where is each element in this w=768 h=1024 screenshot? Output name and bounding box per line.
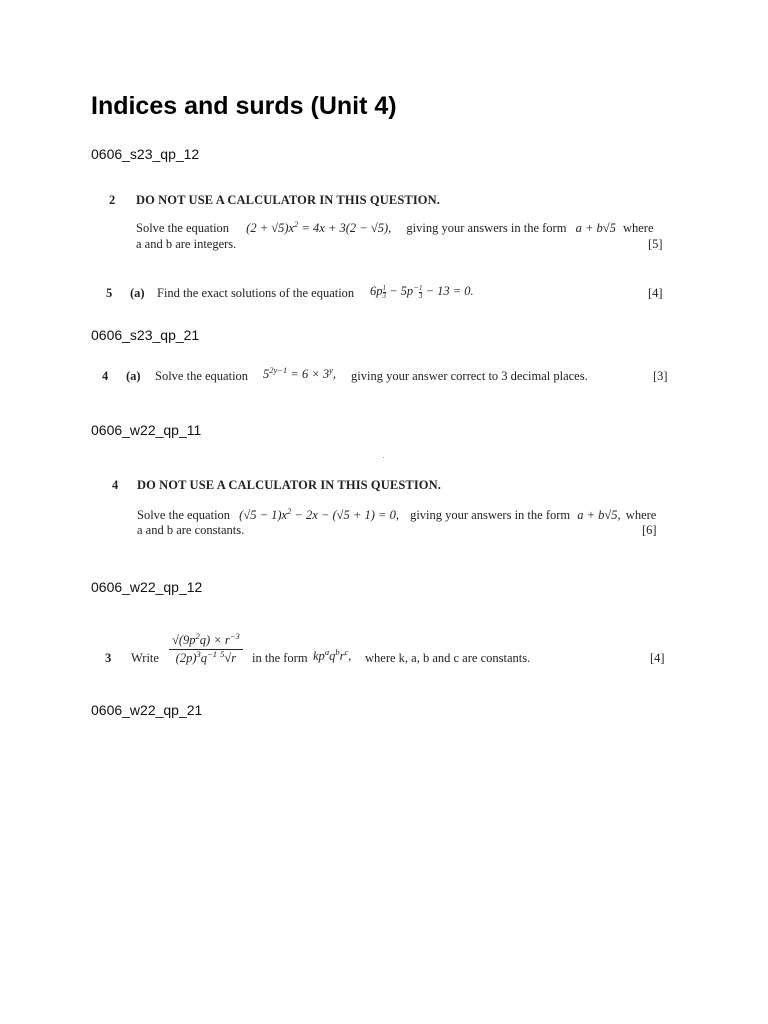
question-heading: DO NOT USE A CALCULATOR IN THIS QUESTION.: [137, 478, 441, 492]
question-text: Solve the equation: [136, 221, 230, 235]
marks: [5]: [648, 237, 663, 251]
question-text: Solve the equation: [155, 369, 249, 383]
equation: $5^{2y-1} = 6 \times 3^y$,: [263, 364, 337, 381]
question-line: a and b are constants.: [137, 523, 245, 537]
question-line: [137, 505, 657, 523]
question-number: 4: [102, 369, 109, 383]
paper-code-0606-w22-qp-11: 0606_w22_qp_11: [91, 422, 202, 438]
question-text: where: [622, 221, 654, 235]
question-part: (a): [130, 286, 145, 300]
question-number: 2: [109, 193, 116, 207]
question-line: a and b are integers.: [136, 237, 237, 251]
question-line: [136, 218, 654, 236]
question-text: Write: [131, 651, 159, 665]
answer-form: a + b√5: [575, 221, 616, 235]
scan-speck: [383, 457, 384, 458]
equation: 6p $\frac{1}{3}$ − 5p− $\frac{1}{3}$ − 13 = 0.: [370, 281, 474, 300]
page-title: Indices and surds (Unit 4): [91, 92, 397, 120]
marks: [4]: [648, 286, 663, 300]
equation: $(√5 - 1)x^2 - 2x - (√5 + 1) = 0$,: [239, 505, 399, 522]
question-part: (a): [126, 369, 141, 383]
paper-code-0606-w22-qp-21: 0606_w22_qp_21: [91, 702, 203, 718]
marks: [4]: [650, 651, 665, 665]
question-text: in the form: [252, 651, 308, 665]
answer-form: a + b√5,: [577, 508, 621, 522]
question-text: giving your answers in the form: [406, 221, 567, 235]
question-text: where k, a, b and c are constants.: [365, 651, 531, 665]
question-text: Find the exact solutions of the equation: [157, 286, 355, 300]
fraction-expression: $\frac{√(9p^2q) \times r^{-3}}{(2p)^3q^{-1} ^5√r}$: [169, 634, 243, 664]
answer-form: $kp^aq^br^c$,: [313, 646, 352, 663]
question-heading: DO NOT USE A CALCULATOR IN THIS QUESTION.: [136, 193, 440, 207]
question-text: giving your answer correct to 3 decimal places.: [351, 369, 588, 383]
paper-code-0606-s23-qp-21: 0606_s23_qp_21: [91, 327, 200, 343]
question-number: 5: [106, 286, 113, 300]
marks: [3]: [653, 369, 668, 383]
paper-code-0606-w22-qp-12: 0606_w22_qp_12: [91, 579, 203, 595]
paper-code-0606-s23-qp-12: 0606_s23_qp_12: [91, 146, 200, 162]
question-text: where: [625, 508, 657, 522]
question-number: 4: [112, 478, 119, 492]
question-text: Solve the equation: [137, 508, 231, 522]
question-number: 3: [105, 651, 112, 665]
equation: $(2 + √5)x^2 = 4x + 3(2 - √5)$,: [246, 218, 392, 235]
question-text: giving your answers in the form: [410, 508, 571, 522]
marks: [6]: [642, 523, 657, 537]
